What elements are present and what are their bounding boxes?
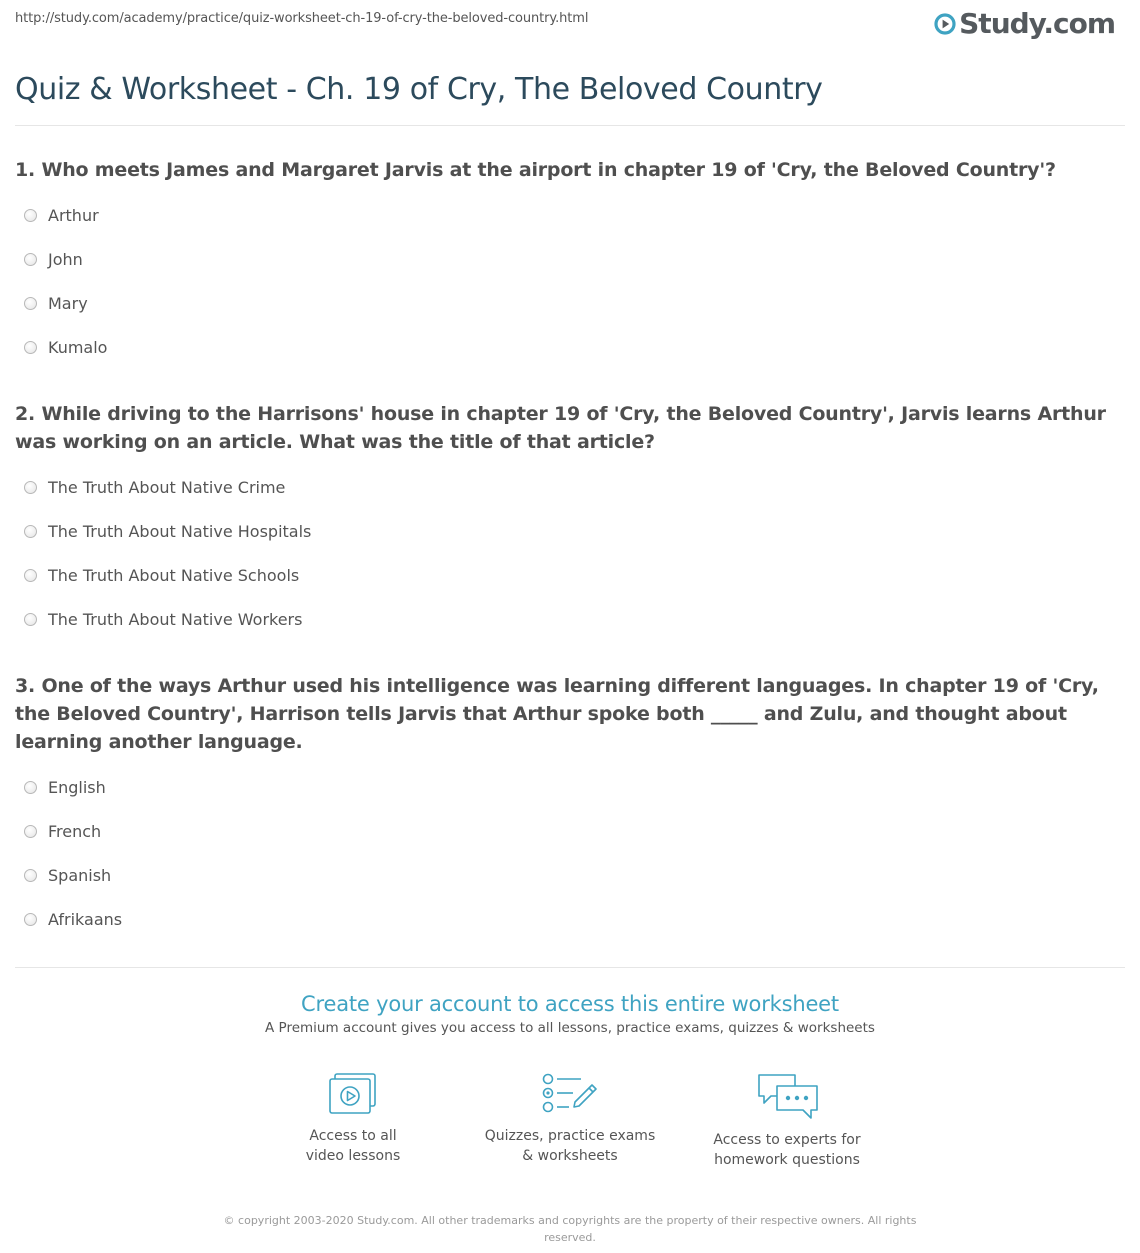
answer-options [15,465,1125,641]
feature-quizzes [462,1072,679,1170]
answer-label: Mary [48,293,88,313]
answer-label: French [48,821,102,841]
study-logo[interactable] [934,9,1115,39]
answer-option[interactable] [15,509,1125,553]
video-lessons-icon [327,1072,379,1116]
answer-option[interactable] [15,897,1125,941]
page-url: http://study.com/academy/practice/quiz-worksheet-ch-19-of-cry-the-beloved-country.html [15,11,589,26]
logo-text: Study.com [959,7,1115,40]
radio-button[interactable] [24,825,37,838]
answer-options [15,193,1125,369]
question-text: 2. While driving to the Harrisons' house in chapter 19 of 'Cry, the Beloved Country', Jarvis learns Arthur was working on an article. What was the title of that article? [15,403,1106,453]
answer-option[interactable] [15,853,1125,897]
answer-option[interactable] [15,193,1125,237]
feature-video-lessons [245,1072,462,1170]
radio-button[interactable] [24,869,37,882]
answer-label: Kumalo [48,337,108,357]
answer-option[interactable] [15,765,1125,809]
divider [15,125,1125,126]
question-text: 1. Who meets James and Margaret Jarvis at the airport in chapter 19 of 'Cry, the Beloved Country'? [15,159,1056,181]
radio-button[interactable] [24,525,37,538]
radio-button[interactable] [24,297,37,310]
answer-label: Spanish [48,865,112,885]
answer-option[interactable] [15,553,1125,597]
question-2 [15,400,1125,641]
divider [15,967,1125,968]
answer-label: The Truth About Native Crime [48,477,286,497]
radio-button[interactable] [24,569,37,582]
answer-option[interactable] [15,809,1125,853]
radio-button[interactable] [24,913,37,926]
radio-button[interactable] [24,481,37,494]
header-bar [15,0,1125,44]
answer-option[interactable] [15,237,1125,281]
cta-title-link[interactable]: Create your account to access this entire worksheet [301,992,839,1016]
signup-cta [15,990,1125,1170]
radio-button[interactable] [24,253,37,266]
answer-label: English [48,777,106,797]
answer-options [15,765,1125,941]
question-3 [15,672,1125,941]
radio-button[interactable] [24,781,37,794]
copyright-notice: © copyright 2003-2020 Study.com. All other trademarks and copyrights are the property of their respective owners. All rights reserved. [223,1214,917,1244]
answer-option[interactable] [15,465,1125,509]
question-1 [15,156,1125,369]
feature-list [15,1072,1125,1170]
chat-experts-icon [755,1072,819,1120]
answer-label: The Truth About Native Workers [48,609,303,629]
answer-option[interactable] [15,325,1125,369]
answer-label: John [48,249,83,269]
feature-experts [679,1072,896,1170]
answer-label: The Truth About Native Hospitals [48,521,312,541]
play-circle-icon [934,13,956,35]
radio-button[interactable] [24,613,37,626]
worksheet-page [15,0,1125,1246]
quiz-checklist-icon [541,1072,599,1116]
answer-option[interactable] [15,597,1125,641]
feature-label: Access to experts for homework questions [713,1132,861,1168]
feature-label: Quizzes, practice exams & worksheets [484,1128,656,1164]
answer-label: The Truth About Native Schools [48,565,300,585]
answer-label: Afrikaans [48,909,123,929]
answer-option[interactable] [15,281,1125,325]
feature-label: Access to all video lessons [305,1128,401,1164]
radio-button[interactable] [24,209,37,222]
question-text: 3. One of the ways Arthur used his intelligence was learning different languages. In chapter 19 of 'Cry, the Beloved Country', Harrison tells Jarvis that Arthur spoke both _____ and Zulu, and thought about learning another language. [15,675,1099,753]
cta-subtitle: A Premium account gives you access to all lessons, practice exams, quizzes & worksheets [265,1020,875,1036]
page-title: Quiz & Worksheet - Ch. 19 of Cry, The Beloved Country [15,72,823,107]
radio-button[interactable] [24,341,37,354]
answer-label: Arthur [48,205,99,225]
